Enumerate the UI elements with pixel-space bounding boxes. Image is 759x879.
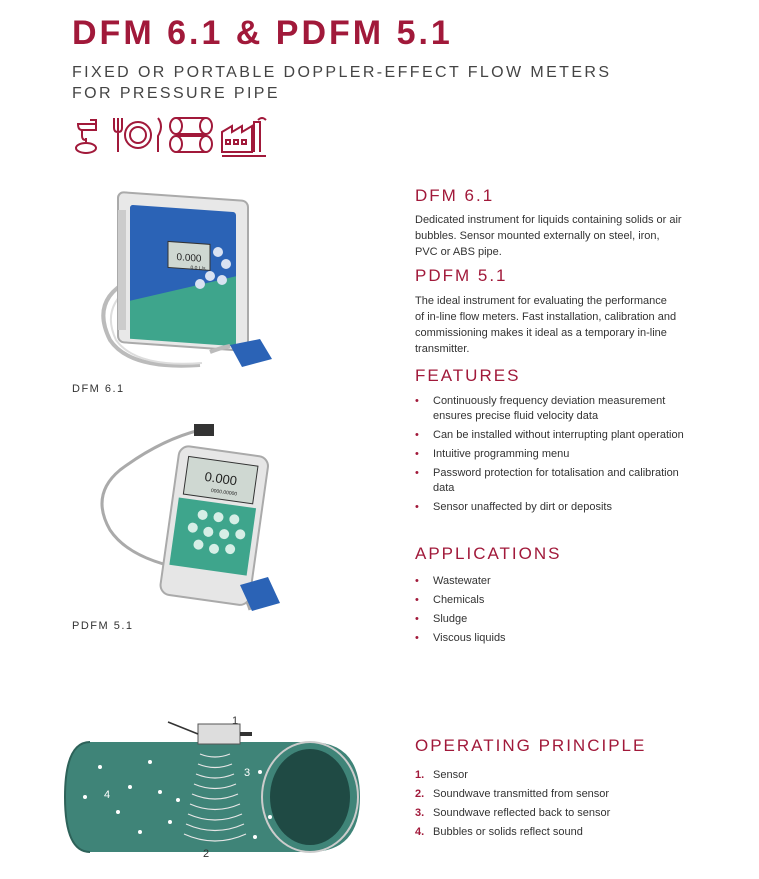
bullet: • [415, 395, 419, 407]
dfm-description: Dedicated instrument for liquids containing solids or air bubbles. Sensor mounted externally on steel, iron, PVC or ABS pipe. [415, 214, 682, 258]
industry-icons [72, 112, 272, 158]
operating-principle-diagram [60, 712, 370, 862]
list-item: • Intuitive programming menu [415, 448, 570, 460]
bullet: • [415, 501, 419, 513]
paper-rolls-icon [170, 118, 212, 152]
subtitle-line-1: FIXED OR PORTABLE DOPPLER-EFFECT FLOW METERS [72, 64, 612, 81]
bullet: • [415, 429, 419, 441]
subtitle-line-2: FOR PRESSURE PIPE [72, 85, 280, 102]
page-subtitle [72, 62, 611, 104]
applications-heading: APPLICATIONS [415, 544, 562, 563]
list-item: • Password protection for totalisation and calibration data [415, 467, 679, 494]
pdfm-screen-sub: 0000.00000 [210, 487, 238, 498]
dfm-device-image [90, 180, 280, 390]
applications-list [415, 574, 615, 650]
dfm-screen-value: 0.000 [176, 252, 202, 265]
bullet: • [415, 594, 419, 606]
pdfm-screen-value: 0.000 [203, 468, 239, 489]
features-heading: FEATURES [415, 366, 521, 385]
page-title: DFM 6.1 & PDFM 5.1 [72, 14, 453, 52]
pdfm-heading: PDFM 5.1 [415, 266, 508, 285]
list-item: • Chemicals [415, 594, 485, 606]
list-item: • Sensor unaffected by dirt or deposits [415, 501, 612, 513]
operating-list [415, 768, 695, 844]
list-item: • Viscous liquids [415, 632, 506, 644]
diagram-label-1: 1 [232, 715, 239, 727]
bullet: • [415, 467, 419, 479]
cutlery-plate-icon [114, 118, 161, 152]
diagram-label-3: 3 [244, 767, 251, 779]
bullet: • [415, 613, 419, 625]
pdfm-description: The ideal instrument for evaluating the performance of in-line flow meters. Fast installation, calibration and commissioning makes it ideal as a temporary in-line transmitter. [415, 295, 677, 355]
factory-icon [222, 118, 266, 156]
water-tap-icon [76, 120, 96, 153]
pdfm-device-image [90, 420, 290, 620]
list-item: • Wastewater [415, 575, 491, 587]
pdfm-caption: PDFM 5.1 [72, 620, 134, 632]
diagram-label-4: 4 [104, 789, 111, 801]
list-item: 3. Soundwave reflected back to sensor [415, 807, 611, 819]
dfm-screen-sub: 0.0 L/s [190, 265, 206, 273]
list-item: 4. Bubbles or solids reflect sound [415, 826, 583, 838]
dfm-heading: DFM 6.1 [415, 186, 495, 205]
bullet: • [415, 448, 419, 460]
list-item: • Sludge [415, 613, 468, 625]
list-item: • Can be installed without interrupting plant operation [415, 429, 684, 441]
list-item: • Continuously frequency deviation measurement ensures precise fluid velocity data [415, 395, 666, 422]
dfm-caption: DFM 6.1 [72, 383, 125, 395]
list-item: 2. Soundwave transmitted from sensor [415, 788, 610, 800]
diagram-label-2: 2 [203, 848, 210, 860]
bullet: • [415, 632, 419, 644]
bullet: • [415, 575, 419, 587]
list-item: 1. Sensor [415, 769, 468, 781]
operating-heading: OPERATING PRINCIPLE [415, 736, 647, 755]
features-list [415, 394, 695, 519]
